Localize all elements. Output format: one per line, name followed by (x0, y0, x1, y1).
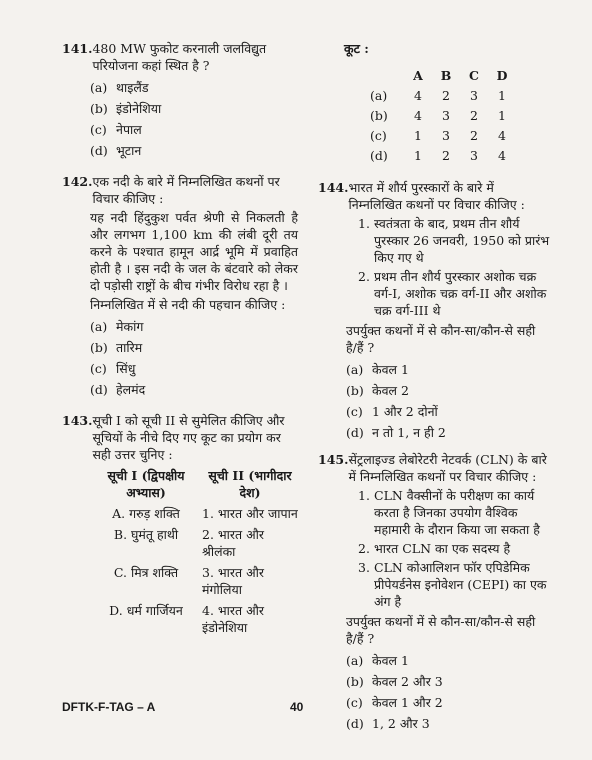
options (318, 650, 550, 734)
list2-item: 4. भारत और इंडोनेशिया (202, 603, 265, 635)
list1-item: A. गरुड़ शक्ति (112, 506, 180, 521)
question-number: 143. (62, 413, 93, 428)
code-cell: 3 (442, 127, 450, 143)
statement-text: CLN कोआलिशन फॉर एपिडेमिक प्रीपेयर्डनेस इनोवेशन (CEPI) का एक अंग है (374, 560, 547, 609)
question-passage: यह नदी हिंदुकुश पर्वत श्रेणी से निकलती है और लगभग 1,100 km की लंबी दूरी तय करने के पश्चात हामून आर्द्र भूमि में प्रवाहित होती है । इस नदी के जल के बंटवारे को लेकर दो पड़ोसी राष्ट्रों के बीच गंभीर विरोध रहा है । (90, 210, 298, 293)
option-key: (c) (346, 404, 363, 419)
option-c[interactable] (90, 358, 298, 379)
match-table (90, 467, 298, 636)
list1-item: B. घुमंतू हाथी (113, 527, 179, 542)
code-header: C (469, 67, 479, 83)
question-instruction: निम्नलिखित में से नदी की पहचान कीजिए : (90, 297, 286, 312)
question-text: सूची I को सूची II से सुमेलित कीजिए और सूचियों के नीचे दिए गए कूट का प्रयोग कर सही उत्तर चुनिए : (92, 413, 285, 462)
page-number: 40 (290, 700, 304, 714)
option-key: (a) (346, 653, 364, 668)
code-cell: 2 (470, 107, 478, 123)
statement-text: स्वतंत्रता के बाद, प्रथम तीन शौर्य पुरस्कार 26 जनवरी, 1950 को प्रारंभ किए गए थे (374, 216, 550, 265)
booklet-code: DFTK-F-TAG – A (62, 700, 156, 714)
option-label: केवल 1 (372, 653, 409, 668)
option-label: 1, 2 और 3 (372, 716, 430, 731)
question-text: सेंट्रलाइज्ड लेबोरेटरी नेटवर्क (CLN) के बारे में निम्नलिखित कथनों पर विचार कीजिए : (348, 452, 547, 484)
option-key: (b) (90, 101, 108, 116)
question-number: 145. (318, 452, 349, 467)
left-column (62, 40, 298, 644)
option-a[interactable] (346, 359, 550, 380)
options (62, 77, 298, 161)
list2-header: सूची II (भागीदार देश) (208, 468, 292, 500)
statements (318, 487, 550, 610)
statement-text: भारत CLN का एक सदस्य है (374, 541, 511, 556)
option-d[interactable] (346, 713, 550, 734)
option-label: नेपाल (116, 122, 142, 137)
code-cell: 2 (442, 147, 450, 163)
statement (358, 215, 550, 266)
option-label: केवल 1 (372, 362, 409, 377)
code-cell: 4 (498, 127, 506, 143)
question-145 (318, 451, 550, 734)
code-key: (b) (370, 107, 388, 123)
code-cell: 1 (498, 107, 506, 123)
option-key: (b) (346, 383, 364, 398)
statement-key: 3. (358, 560, 370, 575)
code-cell: 1 (414, 127, 422, 143)
code-cell: 1 (498, 87, 506, 103)
option-d[interactable] (90, 379, 298, 400)
code-cell: 2 (470, 127, 478, 143)
code-cell: 3 (470, 147, 478, 163)
list1-item: D. धर्म गार्जियन (109, 603, 183, 618)
option-key: (c) (90, 122, 107, 137)
option-c[interactable] (346, 401, 550, 422)
code-row-b[interactable] (370, 105, 516, 125)
statement-key: 1. (358, 488, 370, 503)
question-prompt: उपर्युक्त कथनों में से कौन-सा/कौन-से सही है/हैं ? (346, 614, 536, 646)
statement-text: CLN वैक्सीनों के परीक्षण का कार्य करता है जिनका उपयोग वैश्विक महामारी के दौरान किया जा सकता है (374, 488, 540, 537)
list1-header: सूची I (द्विपक्षीय अभ्यास) (107, 468, 185, 500)
option-label: केवल 1 और 2 (372, 695, 443, 710)
code-block (318, 40, 550, 165)
list2-item: 3. भारत और मंगोलिया (202, 565, 265, 597)
code-cell: 4 (414, 107, 422, 123)
option-label: केवल 2 और 3 (372, 674, 443, 689)
question-143 (62, 412, 298, 636)
option-b[interactable] (90, 98, 298, 119)
option-label: मेकांग (116, 319, 144, 334)
option-d[interactable] (346, 422, 550, 443)
code-cell: 2 (442, 87, 450, 103)
code-cell: 3 (470, 87, 478, 103)
option-key: (a) (90, 80, 108, 95)
option-key: (b) (346, 674, 364, 689)
option-label: हेलमंद (116, 382, 146, 397)
code-row-d[interactable] (370, 145, 516, 165)
option-label: भूटान (116, 143, 142, 158)
right-column (318, 40, 550, 742)
option-a[interactable] (90, 77, 298, 98)
option-key: (d) (90, 143, 108, 158)
question-141 (62, 40, 298, 161)
list2-item: 2. भारत और श्रीलंका (202, 527, 265, 559)
question-text: एक नदी के बारे में निम्नलिखित कथनों पर विचार कीजिए : (92, 174, 280, 206)
option-label: इंडोनेशिया (116, 101, 162, 116)
question-text: 480 MW फुकोट करनाली जलविद्युत परियोजना कहां स्थित है ? (92, 41, 267, 73)
option-label: थाइलैंड (116, 80, 149, 95)
option-key: (d) (90, 382, 108, 397)
code-header: D (496, 67, 508, 83)
option-key: (c) (90, 361, 107, 376)
option-key: (d) (346, 425, 364, 440)
options (318, 359, 550, 443)
option-key: (d) (346, 716, 364, 731)
question-prompt: उपर्युक्त कथनों में से कौन-सा/कौन-से सही है/हैं ? (346, 323, 536, 355)
list2-item: 1. भारत और जापान (202, 506, 298, 521)
options (62, 316, 298, 400)
option-key: (c) (346, 695, 363, 710)
code-header: A (413, 67, 423, 83)
list1-item: C. मित्र शक्ति (113, 565, 179, 580)
option-b[interactable] (346, 380, 550, 401)
statements (318, 215, 550, 319)
statement (358, 540, 550, 557)
option-key: (a) (90, 319, 108, 334)
question-text: भारत में शौर्य पुरस्कारों के बारे में निम्नलिखित कथनों पर विचार कीजिए : (348, 180, 525, 212)
statement-key: 2. (358, 541, 370, 556)
code-header-row (370, 65, 516, 85)
code-cell: 4 (414, 87, 422, 103)
option-key: (b) (90, 340, 108, 355)
option-label: तारिम (116, 340, 143, 355)
code-row-a[interactable] (370, 85, 516, 105)
code-key: (c) (370, 127, 387, 143)
code-cell: 4 (498, 147, 506, 163)
code-header: B (440, 67, 452, 83)
option-d[interactable] (90, 140, 298, 161)
option-c[interactable] (346, 692, 550, 713)
option-label: 1 और 2 दोनों (372, 404, 438, 419)
question-number: 144. (318, 180, 349, 195)
option-c[interactable] (90, 119, 298, 140)
code-key: (a) (370, 87, 388, 103)
option-b[interactable] (346, 671, 550, 692)
question-144 (318, 179, 550, 443)
option-label: न तो 1, न ही 2 (372, 425, 446, 440)
question-number: 141. (62, 41, 93, 56)
code-row-c[interactable] (370, 125, 516, 145)
statement-key: 1. (358, 216, 370, 231)
question-142 (62, 173, 298, 400)
option-label: सिंधु (116, 361, 136, 376)
statement (358, 487, 550, 538)
option-b[interactable] (90, 337, 298, 358)
statement (358, 559, 550, 610)
option-key: (a) (346, 362, 364, 377)
code-cell: 3 (442, 107, 450, 123)
code-key: (d) (370, 147, 388, 163)
statement-text: प्रथम तीन शौर्य पुरस्कार अशोक चक्र वर्ग-I, अशोक चक्र वर्ग-II और अशोक चक्र वर्ग-III थे (374, 269, 547, 318)
code-cell: 1 (414, 147, 422, 163)
statement-key: 2. (358, 269, 370, 284)
option-label: केवल 2 (372, 383, 409, 398)
question-number: 142. (62, 174, 93, 189)
option-a[interactable] (90, 316, 298, 337)
code-title: कूट : (344, 41, 369, 56)
code-table (370, 65, 516, 165)
option-a[interactable] (346, 650, 550, 671)
statement (358, 268, 550, 319)
